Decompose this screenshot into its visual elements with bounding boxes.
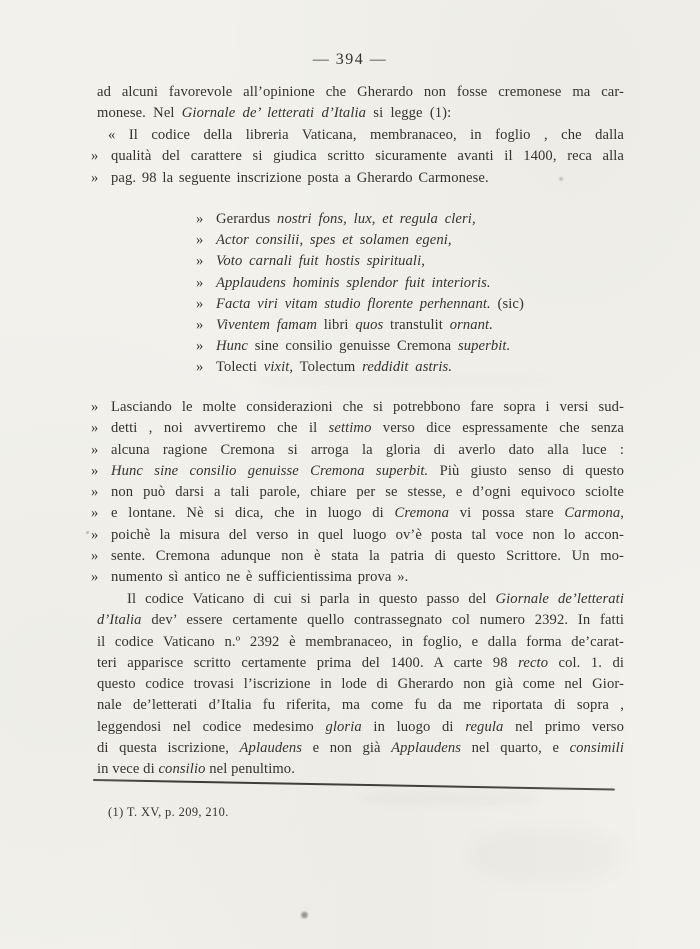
text-line [97, 695, 624, 716]
text-segment: ad alcuni favorevole all’opinione che Gherardo non fosse cremonese ma car- [97, 84, 624, 100]
text-line [97, 653, 624, 674]
verse-block [97, 209, 624, 379]
text-segment: Giornale de’ letterati d’Italia [181, 105, 367, 122]
quote-continuation-mark: » [91, 548, 99, 565]
text-line [97, 82, 624, 103]
text-segment: libri [316, 317, 356, 334]
text-line [97, 251, 624, 272]
quote-continuation-mark: » [91, 148, 99, 165]
text-line [97, 738, 624, 759]
text-segment: recto [518, 654, 549, 671]
text-segment: detti , noi avvertiremo che il [111, 420, 329, 437]
text-segment: reddidit astris. [362, 359, 453, 376]
text-segment: Voto carnali fuit hostis spirituali, [216, 253, 425, 270]
text-segment: Carmona [564, 505, 621, 522]
quote-continuation-mark: » [91, 526, 99, 543]
text-segment: e non già [302, 740, 392, 757]
quote-continuation-mark: » [196, 274, 204, 291]
text-segment: Viventem famam [216, 317, 317, 334]
quote-intro-paragraph [91, 125, 624, 189]
quote-continuation-paragraph [91, 397, 625, 589]
text-segment: si legge (1): [366, 105, 452, 122]
text-segment: vixit, [263, 359, 294, 376]
scan-speck [558, 176, 564, 182]
text-segment: Facta viri vitam studio florente perhennant. [216, 295, 491, 312]
text-segment: nel quarto, e [461, 740, 570, 757]
text-segment: pag. 98 la seguente inscrizione posta a Gherardo Carmonese. [111, 169, 489, 186]
text-segment: , [620, 505, 625, 522]
opening-paragraph [97, 82, 624, 125]
footnote-rule [93, 779, 615, 790]
text-line [91, 503, 625, 524]
text-segment: Tolecti [216, 359, 264, 376]
text-line [97, 717, 624, 738]
text-segment: nale de’letterati d’Italia fu riferita, ma come fu da me riportata di sopra , [97, 697, 624, 714]
text-segment: transtulit [383, 317, 450, 334]
text-segment: consilio [158, 761, 206, 778]
scan-smudge [360, 790, 540, 806]
quote-continuation-mark: » [91, 569, 99, 586]
text-segment: Più giusto senso di questo [428, 462, 624, 479]
quote-continuation-mark: » [196, 211, 204, 227]
quote-continuation-mark: » [196, 253, 204, 270]
text-segment: il codice Vaticano n.º 2392 è membranaceo, in foglio, e dalla forma de’carat- [97, 633, 624, 650]
text-segment: « Il codice della libreria Vaticana, membranaceo, in foglio , che dalla [108, 127, 624, 143]
text-segment: Lasciando le molte considerazioni che si potrebbono fare sopra i versi sud- [111, 399, 624, 415]
text-segment: leggendosi nel codice medesimo [97, 718, 326, 735]
text-segment: di questa iscrizione, [97, 740, 240, 757]
text-segment: non può darsi a tali parole, chiare per se stesse, e d’ogni equivoco sciolte [111, 484, 624, 501]
scan-speck [86, 531, 89, 534]
text-segment: gloria [325, 718, 362, 735]
quote-continuation-mark: » [196, 359, 204, 376]
text-segment: nostri fons, lux, et regula cleri, [277, 211, 476, 227]
text-segment: Applaudens [391, 740, 462, 757]
quote-continuation-mark: » [91, 462, 99, 479]
quote-continuation-mark: » [91, 484, 99, 501]
text-segment: col. 1. di [548, 654, 624, 671]
scan-smudge [250, 374, 550, 386]
text-segment: Cremona [394, 505, 449, 522]
text-line [97, 125, 624, 146]
text-segment: alcuna ragione Cremona si arroga la gloria di averlo dato alla luce : [111, 441, 624, 458]
text-line [97, 589, 624, 610]
text-segment: Applaudens hominis splendor fuit interioris. [216, 274, 491, 291]
text-segment: Hunc sine consilio genuisse Cremona superbit. [111, 462, 429, 479]
text-segment: Giornale de’letterati [495, 591, 624, 607]
text-segment: settimo [328, 420, 372, 437]
text-line [97, 336, 624, 357]
text-line [97, 759, 624, 780]
text-line [91, 567, 624, 588]
text-segment: Tolectum [293, 359, 363, 376]
quote-continuation-mark: » [91, 420, 99, 437]
text-line [91, 397, 624, 418]
text-segment: sente. Cremona adunque non è stata la patria di questo Scrittore. Un mo- [111, 548, 624, 565]
text-segment: superbit. [457, 338, 511, 355]
text-segment: sine consilio genuisse Cremona [248, 338, 458, 355]
text-segment: monese. Nel [97, 105, 182, 122]
text-segment: dev’ essere certamente quello contrassegnato col numero 2392. In fatti [141, 612, 624, 629]
text-line [97, 103, 624, 124]
text-segment: regula [465, 718, 504, 735]
text-line [97, 273, 624, 294]
text-segment: qualità del carattere si giudica scritto sicuramente avanti il 1400, reca alla [111, 148, 624, 165]
text-segment: ornant. [449, 317, 493, 334]
text-line [97, 674, 624, 695]
text-line [91, 418, 624, 439]
text-segment: Hunc [216, 338, 249, 355]
text-line [97, 294, 624, 315]
text-line [97, 209, 624, 230]
text-line [91, 440, 624, 461]
text-segment: verso dice espressamente che senza [371, 420, 624, 437]
text-segment: Gerardus [216, 211, 278, 227]
text-segment: poichè la misura del verso in quel luogo ov’è posta tal voce non lo accon- [111, 526, 624, 543]
closing-paragraph [97, 589, 624, 781]
text-line [91, 525, 624, 546]
text-segment: in vece di [97, 761, 159, 778]
text-segment: nel penultimo. [205, 761, 295, 778]
quote-continuation-mark: » [196, 232, 204, 249]
text-segment: e lontane. Nè si dica, che in luogo di [111, 505, 395, 522]
text-line [97, 610, 624, 631]
text-segment: (sic) [490, 295, 524, 312]
text-line [91, 461, 624, 482]
text-line [97, 230, 624, 251]
text-line [97, 632, 624, 653]
text-line [91, 546, 624, 567]
quote-continuation-mark: » [91, 399, 99, 415]
text-segment: teri apparisce scritto certamente prima del 1400. A carte 98 [97, 654, 519, 671]
page-number: — 394 — [312, 51, 388, 68]
text-segment: questo codice trovasi l’iscrizione in lode di Gherardo non già come nel Gior- [97, 676, 624, 693]
text-segment: Il codice Vaticano di cui si parla in questo passo del [127, 591, 496, 607]
text-segment: quos [355, 317, 384, 334]
quote-continuation-mark: » [91, 441, 99, 458]
text-line [97, 315, 624, 336]
text-line [91, 168, 624, 189]
text-segment: numento sì antico ne è sufficientissima prova ». [111, 569, 409, 586]
quote-continuation-mark: » [196, 338, 204, 355]
quote-continuation-mark: » [91, 169, 99, 186]
text-segment: d’Italia [97, 612, 142, 629]
scan-smudge [470, 828, 620, 883]
quote-continuation-mark: » [196, 317, 204, 334]
text-segment: consimili [569, 740, 624, 757]
footnote: (1) T. XV, p. 209, 210. [108, 805, 229, 819]
text-segment: Actor consilii, spes et solamen egeni, [216, 232, 452, 249]
quote-continuation-mark: » [91, 505, 99, 522]
text-segment: Aplaudens [239, 740, 303, 757]
quote-continuation-mark: » [196, 295, 204, 312]
text-line [91, 146, 624, 167]
text-segment: vi possa stare [448, 505, 565, 522]
text-segment: nel primo verso [503, 718, 624, 735]
scan-speck [300, 911, 309, 919]
text-segment: in luogo di [361, 718, 466, 735]
text-line [91, 482, 624, 503]
